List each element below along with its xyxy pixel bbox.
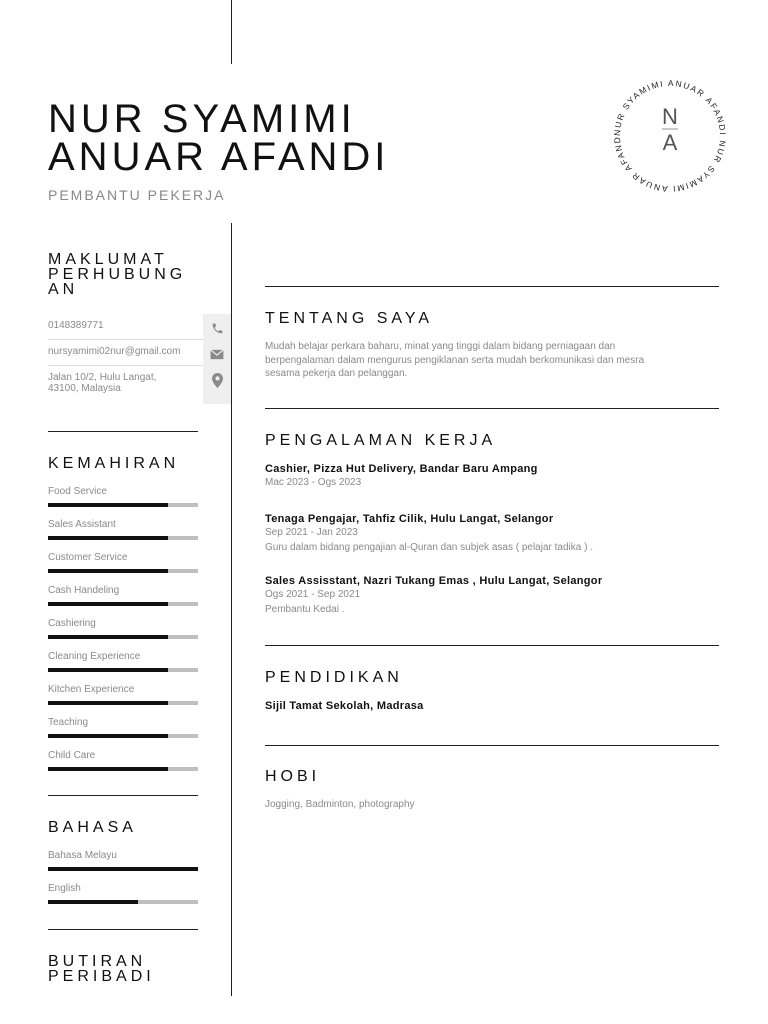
job-entry [265, 575, 719, 615]
skill-level-fill [48, 734, 168, 738]
phone-icon [203, 315, 231, 341]
job-title: Sales Assisstant, Nazri Tukang Emas , Hulu Langat, Selangor [265, 575, 603, 587]
contact-heading-line-3: AN [48, 281, 79, 298]
skill-label: Customer Service [48, 552, 128, 563]
skill-level-fill [48, 900, 138, 904]
skill-label: English [48, 883, 81, 894]
about-line-1: Mudah belajar perkara baharu, minat yang tinggi dalam bidang perniagaan dan [265, 341, 616, 352]
monogram-letter-top: N [662, 104, 678, 129]
skill-label: Teaching [48, 717, 89, 728]
hobbies-heading: HOBI [265, 768, 321, 785]
skill-item [48, 850, 198, 862]
skill-level-bar [48, 734, 198, 738]
contact-heading-line-2: PERHUBUNG [48, 266, 187, 283]
experience-heading: PENGALAMAN KERJA [265, 432, 497, 449]
skill-level-bar [48, 635, 198, 639]
skill-level-bar [48, 867, 198, 871]
languages-heading: BAHASA [48, 819, 137, 836]
skill-level-fill [48, 867, 198, 871]
job-entry [265, 463, 719, 488]
contact-email[interactable]: nursyamimi02nur@gmail.com [48, 346, 181, 357]
job-dates: Ogs 2021 - Sep 2021 [265, 589, 361, 600]
job-entry [265, 513, 719, 553]
education-heading: PENDIDIKAN [265, 669, 403, 686]
candidate-name [48, 97, 390, 179]
address-line-1: Jalan 10/2, Hulu Langat, [48, 372, 157, 383]
email-icon [203, 341, 231, 367]
monogram-letter-bottom: A [662, 130, 678, 155]
monogram-ring-text: NUR SYAMIMI ANUAR AFANDI NUR SYAMIMI ANUAR AFAND [611, 77, 729, 195]
skill-item [48, 684, 198, 696]
job-dates: Sep 2021 - Jan 2023 [265, 527, 358, 538]
section-divider [265, 745, 719, 746]
skill-label: Cash Handeling [48, 585, 120, 596]
skill-level-bar [48, 536, 198, 540]
monogram-logo [608, 74, 732, 198]
skill-label: Cashiering [48, 618, 96, 629]
skill-level-bar [48, 668, 198, 672]
column-divider-line [231, 223, 232, 996]
skill-level-fill [48, 569, 168, 573]
job-description: Pembantu Kedai . [265, 604, 345, 615]
skill-level-fill [48, 602, 168, 606]
about-line-2: berpengalaman dalam mengurus pengiklanan serta mudah berkomunikasi dan mesra [265, 354, 645, 366]
location-pin-icon [203, 367, 231, 393]
skill-level-bar [48, 767, 198, 771]
contact-icon-column [203, 314, 231, 404]
about-text [265, 340, 719, 381]
job-title: Tenaga Pengajar, Tahfiz Cilik, Hulu Langat, Selangor [265, 513, 554, 525]
skill-item [48, 717, 198, 729]
job-description: Guru dalam bidang pengajian al-Quran dan subjek asas ( pelajar tadika ) . [265, 542, 593, 553]
skill-item [48, 651, 198, 663]
education-item: Sijil Tamat Sekolah, Madrasa [265, 700, 424, 712]
skill-level-bar [48, 503, 198, 507]
personal-heading-line-2: PERIBADI [48, 968, 155, 985]
skills-heading: KEMAHIRAN [48, 455, 180, 472]
skill-item [48, 585, 198, 597]
skill-item [48, 552, 198, 564]
skill-level-bar [48, 602, 198, 606]
contact-heading [48, 252, 208, 297]
skill-level-fill [48, 767, 168, 771]
name-line-2: ANUAR AFANDI [48, 135, 390, 179]
skill-label: Child Care [48, 750, 96, 761]
address-line-2: 43100, Malaysia [48, 383, 121, 394]
personal-heading-line-1: BUTIRAN [48, 953, 147, 970]
skill-item [48, 750, 198, 762]
about-line-3: sesama pekerja dan pelanggan. [265, 368, 408, 379]
about-heading: TENTANG SAYA [265, 310, 434, 327]
skill-item [48, 883, 198, 895]
personal-details-heading [48, 954, 155, 984]
skill-level-fill [48, 536, 168, 540]
skill-label: Kitchen Experience [48, 684, 135, 695]
job-title: Cashier, Pizza Hut Delivery, Bandar Baru Ampang [265, 463, 538, 475]
skill-level-fill [48, 635, 168, 639]
job-title: PEMBANTU PEKERJA [48, 187, 226, 203]
section-divider [48, 431, 198, 432]
name-line-1: NUR SYAMIMI [48, 97, 356, 141]
section-divider [265, 408, 719, 409]
skill-level-bar [48, 900, 198, 904]
skill-level-fill [48, 668, 168, 672]
skill-label: Bahasa Melayu [48, 850, 117, 861]
contact-separator [48, 365, 203, 366]
skill-level-bar [48, 701, 198, 705]
contact-separator [48, 339, 203, 340]
contact-phone[interactable]: 0148389771 [48, 320, 104, 331]
skill-label: Cleaning Experience [48, 651, 141, 662]
section-divider [265, 645, 719, 646]
contact-heading-line-1: MAKLUMAT [48, 251, 168, 268]
hobbies-text: Jogging, Badminton, photography [265, 799, 415, 810]
skill-label: Sales Assistant [48, 519, 116, 530]
skill-item [48, 519, 198, 531]
section-divider [48, 929, 198, 930]
section-divider [48, 795, 198, 796]
section-divider [265, 286, 719, 287]
top-divider-line [231, 0, 232, 64]
skill-item [48, 618, 198, 630]
job-dates: Mac 2023 - Ogs 2023 [265, 477, 362, 488]
skill-level-fill [48, 503, 168, 507]
skill-level-bar [48, 569, 198, 573]
skill-item [48, 486, 198, 498]
skill-label: Food Service [48, 486, 107, 497]
skill-level-fill [48, 701, 168, 705]
